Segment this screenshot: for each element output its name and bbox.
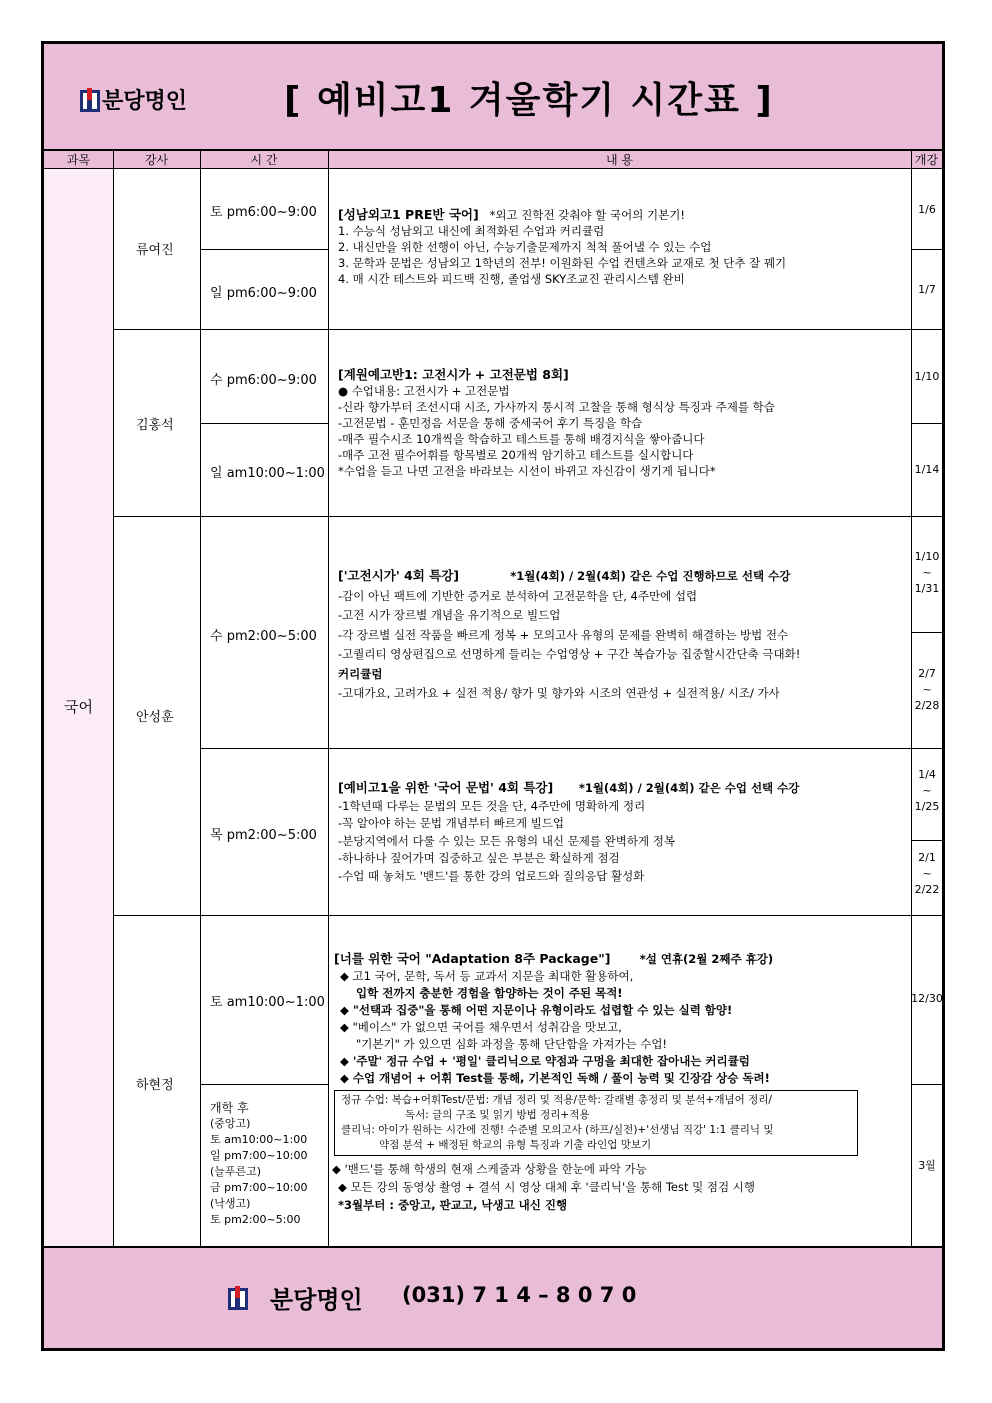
course-line: ◆ '주말' 정규 수업 + '평일' 클리닉으로 약점과 구멍을 최대한 잡아내는 커리큘럼 xyxy=(340,1054,750,1068)
class-time: 수 pm6:00~9:00 xyxy=(210,373,317,388)
footer-banner xyxy=(44,1246,942,1348)
course-line: -감이 아닌 팩트에 기반한 증거로 분석하여 고전문학을 단, 4주만에 섭렵 xyxy=(338,588,698,603)
start-date-range: 2/1 ~ 2/22 xyxy=(914,851,940,896)
start-date-range: 1/4 ~ 1/25 xyxy=(914,768,940,813)
header-banner xyxy=(44,44,942,151)
footer-brand: 분당명인 xyxy=(270,1286,363,1314)
course-line: -매주 필수시조 10개씩을 학습하고 테스트를 통해 배경지식을 쌓아줍니다 xyxy=(338,432,705,446)
col-header-time: 시 간 xyxy=(200,151,328,169)
course-line: ◆ '밴드'를 통해 학생의 현재 스케줄과 상황을 한눈에 파악 가능 xyxy=(332,1162,647,1176)
start-date: 1/14 xyxy=(914,463,940,476)
col-header-teacher: 강사 xyxy=(113,151,200,169)
course-note: *1월(4회) / 2월(4회) 같은 수업 진행하므로 선택 수강 xyxy=(510,569,791,583)
course-line: -고전 시가 장르별 개념을 유기적으로 빌드업 xyxy=(338,608,561,622)
start-date-range: 2/7 ~ 2/28 xyxy=(914,667,940,712)
course-title: [너를 위한 국어 "Adaptation 8주 Package"] xyxy=(334,951,611,966)
course-line: -분당지역에서 다룰 수 있는 모든 유형의 내신 문제를 완벽하게 정복 xyxy=(338,833,675,848)
course-line: 4. 매 시간 테스트와 피드백 진행, 졸업생 SKY조교진 관리시스템 완비 xyxy=(338,272,685,286)
course-description xyxy=(338,207,786,287)
logo-icon xyxy=(80,88,100,112)
course-line: 1. 수능식 성남외고 내신에 최적화된 수업과 커리큘럼 xyxy=(338,224,605,238)
class-detail-box xyxy=(334,1090,858,1156)
class-time: 토 pm6:00~9:00 xyxy=(210,205,317,220)
course-line: -고대가요, 고려가요 + 실전 적용/ 향가 및 향가와 시조의 연관성 + 실전적용/ 시조/ 가사 xyxy=(338,686,780,700)
course-line: -각 장르별 실전 작품을 빠르게 정복 + 모의고사 유형의 문제를 완벽히 해결하는 방법 전수 xyxy=(338,627,789,642)
class-time-after-term: 개학 후 (중앙고) 토 am10:00~1:00 일 pm7:00~10:00 (늘푸른고) 금 pm7:00~10:00 (낙생고) 토 pm2:00~5:00 xyxy=(210,1101,308,1226)
course-line: ◆ 수업 개념어 + 어휘 Test를 통해, 기본적인 독해 / 풀이 능력 및 긴장감 상승 독려! xyxy=(340,1071,770,1085)
footer-phone: (031) 7 1 4 – 8 0 7 0 xyxy=(402,1283,637,1307)
course-subheading: 커리큘럼 xyxy=(338,666,383,681)
course-line: 입학 전까지 충분한 경험을 함양하는 것이 주된 목적! xyxy=(356,986,623,1000)
teacher-name: 안성훈 xyxy=(136,710,174,725)
start-date: 1/7 xyxy=(918,283,936,296)
box-line: 독서: 글의 구조 및 읽기 방법 정리+적용 xyxy=(405,1109,590,1121)
start-date: 1/10 xyxy=(914,370,940,383)
course-description xyxy=(338,367,775,479)
box-line: 약점 분석 + 배정된 학교의 유형 특징과 기출 라인업 맛보기 xyxy=(379,1139,652,1151)
course-title: [성남외고1 PRE반 국어] xyxy=(338,207,479,222)
class-time: 목 pm2:00~5:00 xyxy=(210,828,317,843)
course-line: -꼭 알아야 하는 문법 개념부터 빠르게 빌드업 xyxy=(338,816,565,830)
course-line: -매주 고전 필수어휘를 항목별로 20개씩 암기하고 테스트를 실시합니다 xyxy=(338,448,694,462)
course-line: ◆ "선택과 집중"을 통해 어떤 지문이나 유형이라도 섭렵할 수 있는 실력 함양! xyxy=(340,1003,733,1017)
col-header-content: 내 용 xyxy=(328,151,911,169)
course-title: [계원예고반1: 고전시가 + 고전문법 8회] xyxy=(338,367,569,382)
course-line: ● 수업내용: 고전시가 + 고전문법 xyxy=(338,384,510,398)
class-time: 토 am10:00~1:00 xyxy=(210,995,325,1010)
class-time: 수 pm2:00~5:00 xyxy=(210,629,317,644)
page-title: [ 예비고1 겨울학기 시간표 ] xyxy=(284,80,774,121)
course-note: *외고 진학전 갖춰야 할 국어의 기본기! xyxy=(489,208,685,222)
course-line: *3월부터 : 중앙고, 판교고, 낙생고 내신 진행 xyxy=(338,1198,568,1212)
course-line: *수업을 듣고 나면 고전을 바라보는 시선이 바뀌고 자신감이 생기게 됩니다* xyxy=(338,464,716,478)
start-date: 1/6 xyxy=(918,203,936,216)
course-description xyxy=(338,779,799,885)
course-line: ◆ "베이스" 가 없으면 국어를 채우면서 성취감을 맛보고, xyxy=(340,1020,622,1034)
course-line: -신라 향가부터 조선시대 시조, 가사까지 통시적 고찰을 통해 형식상 특징과 주제를 학습 xyxy=(338,400,775,414)
start-date: 12/30 xyxy=(911,992,943,1005)
class-time: 일 am10:00~1:00 xyxy=(210,466,325,481)
course-line: -고전문법 - 훈민정음 서문을 통해 중세국어 후기 특징을 학습 xyxy=(338,416,643,430)
subject-label: 국어 xyxy=(64,698,93,716)
col-header-start: 개강 xyxy=(911,151,942,169)
box-line: 클리닉: 아이가 원하는 시간에 진행! 수준별 모의고사 (하프/실전)+'선생님 직강' 1:1 클리닉 및 xyxy=(341,1124,774,1136)
timetable-page xyxy=(41,41,945,1351)
course-line: ◆ 모든 강의 동영상 촬영 + 결석 시 영상 대체 후 '클리닉'을 통해 Test 및 점검 시행 xyxy=(338,1180,755,1194)
start-date: 3월 xyxy=(918,1159,936,1172)
course-line: 2. 내신만을 위한 선행이 아닌, 수능기출문제까지 척척 풀어낼 수 있는 수업 xyxy=(338,240,712,254)
course-note: *설 연휴(2월 2째주 휴강) xyxy=(639,952,774,966)
course-title: ['고전시가' 4회 특강] xyxy=(338,568,460,583)
header-brand: 분당명인 xyxy=(102,89,188,114)
course-line: 3. 문학과 문법은 성남외고 1학년의 전부! 이원화된 수업 컨텐츠와 교재로 첫 단추 잘 꿰기 xyxy=(338,256,787,270)
teacher-name: 김홍석 xyxy=(136,418,174,433)
course-line: "기본기" 가 있으면 심화 과정을 통해 단단함을 가져가는 수업! xyxy=(356,1037,668,1051)
course-description xyxy=(332,1160,755,1214)
logo-icon xyxy=(228,1286,248,1310)
course-line: -고퀄리티 영상편집으로 선명하게 들리는 수업영상 + 구간 복습가능 집중할시간단축 극대화! xyxy=(338,647,801,661)
teacher-name: 하현정 xyxy=(136,1078,174,1093)
course-line: ◆ 고1 국어, 문학, 독서 등 교과서 지문을 최대한 활용하여, xyxy=(340,969,634,983)
start-date-range: 1/10 ~ 1/31 xyxy=(914,550,940,595)
course-line: -하나하나 짚어가며 집중하고 싶은 부분은 확실하게 점검 xyxy=(338,851,620,865)
course-line: -수업 때 놓쳐도 '밴드'를 통한 강의 업로드와 질의응답 활성화 xyxy=(338,868,645,883)
course-line: -1학년때 다루는 문법의 모든 것을 단, 4주만에 명확하게 정리 xyxy=(338,798,646,813)
course-description xyxy=(338,566,800,704)
col-header-subject: 과목 xyxy=(44,151,113,169)
course-note: *1월(4회) / 2월(4회) 같은 수업 선택 수강 xyxy=(578,781,800,795)
course-description xyxy=(334,950,773,1087)
class-time: 일 pm6:00~9:00 xyxy=(210,286,317,301)
teacher-name: 류여진 xyxy=(136,243,174,258)
box-line: 정규 수업: 복습+어휘Test/문법: 개념 정리 및 적용/문학: 갈래별 총정리 및 분석+개념어 정리/ xyxy=(341,1094,772,1106)
course-title: [예비고1을 위한 '국어 문법' 4회 특강] xyxy=(338,780,554,795)
